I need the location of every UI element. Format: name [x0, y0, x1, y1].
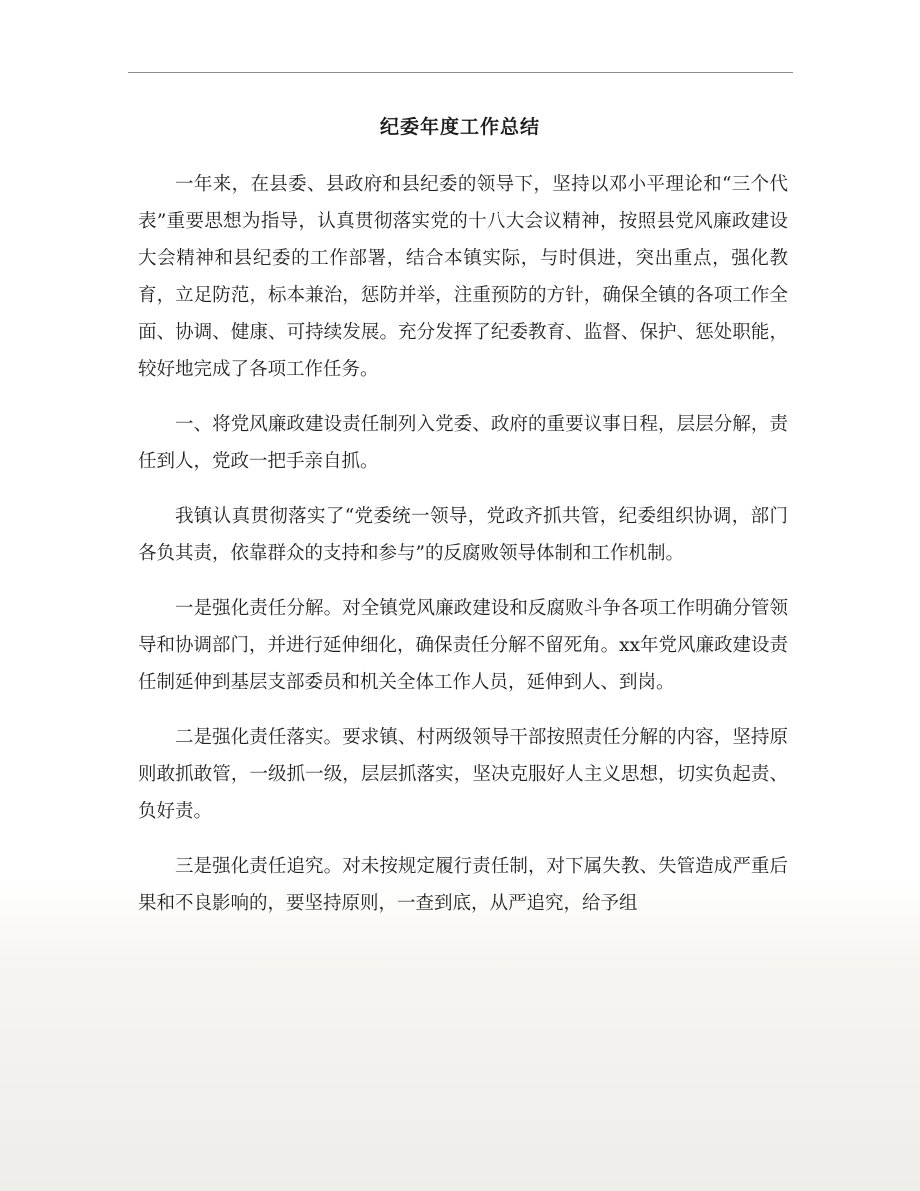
- header-rule: [128, 72, 793, 73]
- paragraph-responsibility-breakdown: 一是强化责任分解。对全镇党风廉政建设和反腐败斗争各项工作明确分管领导和协调部门，并进行延伸细化，确保责任分解不留死角。xx年党风廉政建设责任制延伸到基层支部委员和机关全体工作人员，延伸到人、到岗。: [138, 598, 788, 693]
- paragraph-section-one-heading: 一、将党风廉政建设责任制列入党委、政府的重要议事日程，层层分解，责任到人，党政一把手亲自抓。: [138, 414, 788, 472]
- paragraph-leadership-system: 我镇认真贯彻落实了“党委统一领导，党政齐抓共管，纪委组织协调，部门各负其责，依靠群众的支持和参与”的反腐败领导体制和工作机制。: [138, 506, 788, 564]
- document-body: [138, 166, 788, 940]
- document-title: 纪委年度工作总结: [379, 116, 540, 138]
- paragraph-intro: 一年来，在县委、县政府和县纪委的领导下，坚持以邓小平理论和“三个代表”重要思想为指导，认真贯彻落实党的十八大会议精神，按照县党风廉政建设大会精神和县纪委的工作部署，结合本镇实际，与时俱进，突出重点，强化教育，立足防范，标本兼治，惩防并举，注重预防的方针，确保全镇的各项工作全面、协调、健康、可持续发展。充分发挥了纪委教育、监督、保护、惩处职能，较好地完成了各项工作任务。: [138, 174, 788, 380]
- paragraph-responsibility-accountability: 三是强化责任追究。对未按规定履行责任制，对下属失教、失管造成严重后果和不良影响的，要坚持原则，一查到底，从严追究，给予组: [138, 856, 788, 914]
- paragraph-responsibility-implementation: 二是强化责任落实。要求镇、村两级领导干部按照责任分解的内容，坚持原则敢抓敢管，一级抓一级，层层抓落实，坚决克服好人主义思想，切实负起责、负好责。: [138, 727, 788, 822]
